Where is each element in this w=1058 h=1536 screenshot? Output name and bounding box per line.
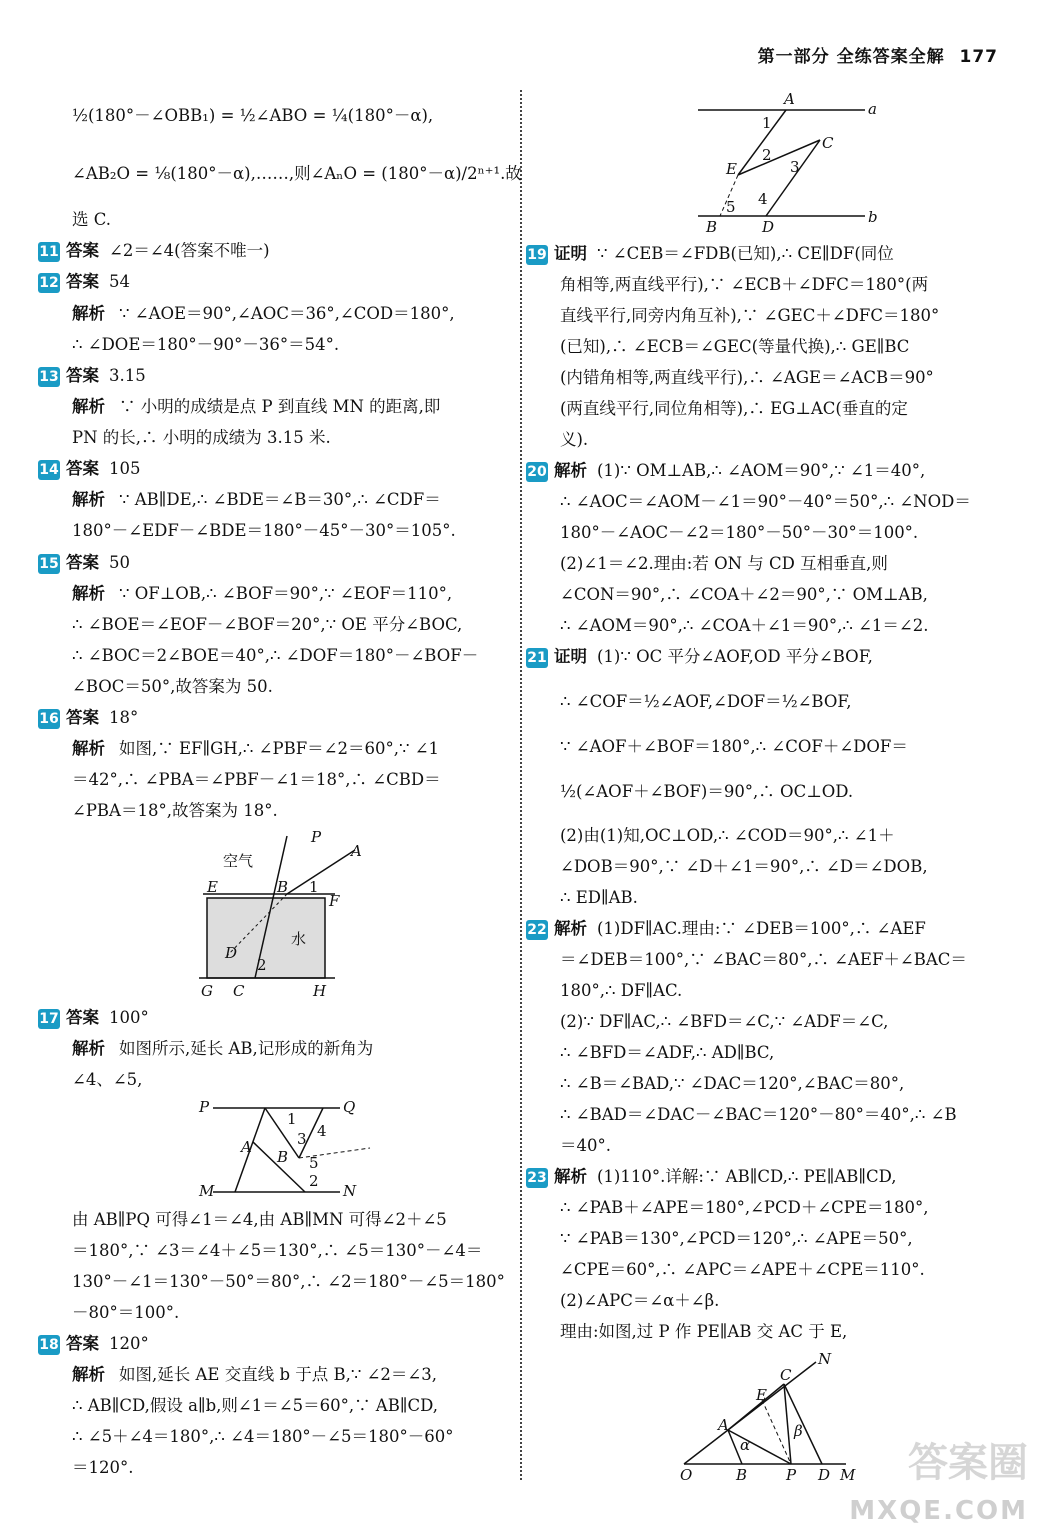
line-text: ∵ ∠AOF＋∠BOF＝180°,∴ ∠COF＋∠DOF＝ xyxy=(560,737,908,756)
watermark-text: MXQE.COM xyxy=(849,1496,1028,1526)
left-line xyxy=(72,304,502,324)
right-line xyxy=(560,981,1000,1001)
right-line xyxy=(527,461,1000,482)
answer-keyword: 答案 xyxy=(66,366,99,385)
left-line xyxy=(39,708,502,729)
left-line xyxy=(72,1427,502,1447)
right-line xyxy=(560,306,1000,326)
line-text: (两直线平行,同位角相等),∴ EG⊥AC(垂直的定 xyxy=(560,399,908,418)
left-line xyxy=(72,1303,502,1323)
left-line xyxy=(39,459,502,480)
svg-text:F: F xyxy=(329,892,340,910)
line-text: ∴ ∠AOC＝∠AOM－∠1＝90°－40°＝50°,∴ ∠NOD＝ xyxy=(560,492,971,511)
left-line xyxy=(72,1272,505,1292)
svg-text:N: N xyxy=(818,1350,832,1368)
line-text: (2)∠APC＝∠α＋∠β. xyxy=(560,1291,720,1310)
left-line xyxy=(72,1241,502,1261)
right-line xyxy=(560,1074,1000,1094)
line-text: ＝42°,∴ ∠PBA＝∠PBF－∠1＝18°,∴ ∠CBD＝ xyxy=(72,770,441,789)
left-line xyxy=(72,210,502,230)
left-line xyxy=(72,801,502,821)
svg-text:P: P xyxy=(311,828,322,846)
answer-keyword: 答案 xyxy=(66,1008,99,1027)
line-text: (1)DF∥AC.理由:∵ ∠DEB＝100°,∴ ∠AEF xyxy=(597,919,926,938)
line-text: (2)∵ DF∥AC,∴ ∠BFD＝∠C,∵ ∠ADF＝∠C, xyxy=(560,1012,889,1031)
right-line xyxy=(560,737,1000,757)
right-line xyxy=(527,244,1000,265)
question-number-badge: 19 xyxy=(527,247,547,263)
line-text: ∵ ∠PAB＝130°,∠PCD＝120°,∴ ∠APE＝50°, xyxy=(560,1229,913,1248)
line-text: 选 C. xyxy=(72,210,112,229)
svg-text:B: B xyxy=(706,218,718,235)
line-text: ∠DOB＝90°,∵ ∠D＋∠1＝90°,∴ ∠D＝∠DOB, xyxy=(560,857,928,876)
svg-text:2: 2 xyxy=(309,1172,319,1190)
line-text: 如图所示,延长 AB,记形成的新角为 xyxy=(119,1039,374,1058)
left-line xyxy=(72,615,502,635)
analysis-label: 解析 xyxy=(72,304,105,323)
svg-text:P: P xyxy=(199,1098,210,1116)
svg-text:D: D xyxy=(762,218,775,235)
left-line xyxy=(72,677,502,697)
line-text: (内错角相等,两直线平行),∴ ∠AGE＝∠ACB＝90° xyxy=(560,368,934,387)
right-line xyxy=(560,1012,1000,1032)
svg-text:A: A xyxy=(351,842,362,860)
header-part: 第一部分 xyxy=(757,47,830,67)
line-text: (1)110°.详解:∵ AB∥CD,∴ PE∥AB∥CD, xyxy=(597,1167,897,1186)
line-text: ∴ ∠COF＝½∠AOF,∠DOF＝½∠BOF, xyxy=(560,692,852,711)
line-text: 18° xyxy=(109,708,139,727)
figure-18-diagram xyxy=(690,90,890,235)
line-text: 直线平行,同旁内角互补),∵ ∠GEC＋∠DFC＝180° xyxy=(560,306,940,325)
svg-text:B: B xyxy=(277,878,289,896)
line-text: 3.15 xyxy=(109,366,146,385)
answer-keyword: 答案 xyxy=(66,708,99,727)
fig16-air-label: 空气 xyxy=(223,852,254,870)
page-header xyxy=(758,42,998,67)
figure-16-diagram xyxy=(195,828,375,1006)
svg-text:2: 2 xyxy=(257,956,267,974)
answer-keyword: 解析 xyxy=(554,1167,587,1186)
line-text: 角相等,两直线平行),∵ ∠ECB＋∠DFC＝180°(两 xyxy=(560,275,929,294)
svg-text:E: E xyxy=(207,878,218,896)
left-line xyxy=(39,1008,502,1029)
answer-keyword: 答案 xyxy=(66,459,99,478)
question-number-badge: 17 xyxy=(39,1011,59,1027)
analysis-label: 解析 xyxy=(72,397,105,416)
right-line xyxy=(560,368,1000,388)
svg-text:3: 3 xyxy=(297,1130,307,1148)
line-text: ∠BOC＝50°,故答案为 50. xyxy=(72,677,273,696)
left-line xyxy=(72,1365,502,1385)
svg-text:H: H xyxy=(313,982,327,1000)
left-line xyxy=(39,272,502,293)
svg-text:4: 4 xyxy=(317,1122,327,1140)
question-number-badge: 16 xyxy=(39,711,59,727)
right-line xyxy=(560,585,1000,605)
svg-text:5: 5 xyxy=(726,198,736,216)
question-number-badge: 12 xyxy=(39,275,59,291)
line-text: ∴ ∠DOE＝180°－90°－36°＝54°. xyxy=(72,335,340,354)
left-line xyxy=(72,1210,502,1230)
svg-text:3: 3 xyxy=(790,158,800,176)
right-line xyxy=(560,692,1000,712)
svg-text:E: E xyxy=(756,1386,767,1404)
right-line xyxy=(560,857,1000,877)
right-line xyxy=(560,1105,1000,1125)
svg-text:E: E xyxy=(726,160,737,178)
question-number-badge: 22 xyxy=(527,922,547,938)
svg-text:C: C xyxy=(822,134,834,152)
svg-text:P: P xyxy=(786,1466,797,1484)
line-text: ∠PBA＝18°,故答案为 18°. xyxy=(72,801,278,820)
right-line xyxy=(560,1136,1000,1156)
line-text: ∠CON＝90°,∴ ∠COA＋∠2＝90°,∵ OM⊥AB, xyxy=(560,585,928,604)
svg-text:M: M xyxy=(199,1182,215,1200)
line-text: 130°－∠1＝130°－50°＝80°,∴ ∠2＝180°－∠5＝180° xyxy=(72,1272,505,1291)
line-text: (1)∵ OC 平分∠AOF,OD 平分∠BOF, xyxy=(597,647,873,666)
question-number-badge: 20 xyxy=(527,464,547,480)
line-text: ∴ ∠BOC＝2∠BOE＝40°,∴ ∠DOF＝180°－∠BOF－ xyxy=(72,646,479,665)
left-line xyxy=(72,490,502,510)
left-line xyxy=(72,521,502,541)
svg-text:5: 5 xyxy=(309,1154,319,1172)
question-number-badge: 11 xyxy=(39,244,59,260)
line-text: ∴ ∠AOM＝90°,∴ ∠COA＋∠1＝90°,∴ ∠1＝∠2. xyxy=(560,616,929,635)
line-text: 105 xyxy=(109,459,141,478)
left-line xyxy=(39,366,502,387)
svg-text:1: 1 xyxy=(287,1110,297,1128)
svg-text:1: 1 xyxy=(762,114,772,132)
line-text: 180°－∠AOC－∠2＝180°－50°－30°＝100°. xyxy=(560,523,919,542)
right-line xyxy=(560,399,1000,419)
left-line xyxy=(72,335,502,355)
left-line xyxy=(39,553,502,574)
right-line xyxy=(560,1322,1000,1342)
line-text: ∴ AB∥CD,假设 a∥b,则∠1＝∠5＝60°,∵ AB∥CD, xyxy=(72,1396,438,1415)
svg-text:M: M xyxy=(840,1466,856,1484)
svg-text:1: 1 xyxy=(309,878,319,896)
line-text: 由 AB∥PQ 可得∠1＝∠4,由 AB∥MN 可得∠2＋∠5 xyxy=(72,1210,447,1229)
left-line xyxy=(72,1070,502,1090)
right-line xyxy=(527,919,1000,940)
answer-keyword: 答案 xyxy=(66,272,99,291)
line-text: (2)∠1＝∠2.理由:若 ON 与 CD 互相垂直,则 xyxy=(560,554,888,573)
line-text: ＝40°. xyxy=(560,1136,611,1155)
left-line xyxy=(72,646,502,666)
line-text: ∠CPE＝60°,∴ ∠APC＝∠APE＋∠CPE＝110°. xyxy=(560,1260,925,1279)
svg-text:a: a xyxy=(868,100,877,118)
header-title: 全练答案全解 xyxy=(836,47,945,67)
line-text: ∠AB₂O = ⅛(180°－α),……,则∠AₙO = (180°－α)/2ⁿ⁺¹.故 xyxy=(72,164,522,183)
analysis-label: 解析 xyxy=(72,1039,105,1058)
svg-text:D: D xyxy=(225,944,238,962)
answer-keyword: 答案 xyxy=(66,241,99,260)
answer-keyword: 答案 xyxy=(66,553,99,572)
svg-text:N: N xyxy=(343,1182,357,1200)
line-text: 理由:如图,过 P 作 PE∥AB 交 AC 于 E, xyxy=(560,1322,848,1341)
fig16-water-label: 水 xyxy=(291,930,307,948)
left-line xyxy=(72,106,502,126)
svg-text:A: A xyxy=(784,90,795,108)
line-text: ＝∠DEB＝100°,∵ ∠BAC＝80°,∴ ∠AEF＋∠BAC＝ xyxy=(560,950,967,969)
analysis-label: 解析 xyxy=(72,490,105,509)
answer-keyword: 解析 xyxy=(554,461,587,480)
right-line xyxy=(560,888,1000,908)
right-line xyxy=(560,616,1000,636)
right-line xyxy=(560,430,1000,450)
svg-text:β: β xyxy=(794,1422,803,1440)
right-line xyxy=(560,523,1000,543)
svg-text:A: A xyxy=(718,1416,729,1434)
svg-text:b: b xyxy=(868,208,878,226)
svg-text:α: α xyxy=(740,1436,751,1454)
line-text: －80°＝100°. xyxy=(72,1303,180,1322)
figure-23-diagram xyxy=(676,1346,886,1486)
line-text: ½(∠AOF＋∠BOF)＝90°,∴ OC⊥OD. xyxy=(560,782,854,801)
svg-text:Q: Q xyxy=(343,1098,356,1116)
line-text: 180°,∴ DF∥AC. xyxy=(560,981,683,1000)
column-divider xyxy=(520,90,522,1480)
line-text: ∵ AB∥DE,∴ ∠BDE＝∠B＝30°,∴ ∠CDF＝ xyxy=(119,490,441,509)
left-line xyxy=(72,1396,502,1416)
svg-text:D: D xyxy=(818,1466,831,1484)
line-text: 120° xyxy=(109,1334,149,1353)
svg-text:4: 4 xyxy=(758,190,768,208)
right-line xyxy=(560,1043,1000,1063)
line-text: ∴ ED∥AB. xyxy=(560,888,638,907)
right-line xyxy=(560,1229,1000,1249)
line-text: ∠2＝∠4(答案不唯一) xyxy=(109,241,270,260)
line-text: (已知),∴ ∠ECB＝∠GEC(等量代换),∴ GE∥BC xyxy=(560,337,910,356)
answer-keyword: 解析 xyxy=(554,919,587,938)
left-line xyxy=(72,428,502,448)
question-number-badge: 21 xyxy=(527,650,547,666)
answer-keyword: 答案 xyxy=(66,1334,99,1353)
right-line xyxy=(527,647,1000,668)
line-text: (2)由(1)知,OC⊥OD,∴ ∠COD＝90°,∴ ∠1＋ xyxy=(560,826,895,845)
left-line xyxy=(72,584,502,604)
question-number-badge: 23 xyxy=(527,1170,547,1186)
right-line xyxy=(560,1291,1000,1311)
line-text: ∴ ∠PAB＋∠APE＝180°,∠PCD＋∠CPE＝180°, xyxy=(560,1198,929,1217)
right-line xyxy=(560,492,1000,512)
analysis-label: 解析 xyxy=(72,739,105,758)
watermark-logo: 答案圈 xyxy=(908,1440,1028,1486)
line-text: ＝180°,∵ ∠3＝∠4＋∠5＝130°,∴ ∠5＝130°－∠4＝ xyxy=(72,1241,483,1260)
question-number-badge: 13 xyxy=(39,369,59,385)
line-text: ∴ ∠5＋∠4＝180°,∴ ∠4＝180°－∠5＝180°－60° xyxy=(72,1427,454,1446)
line-text: ∵ OF⊥OB,∴ ∠BOF＝90°,∵ ∠EOF＝110°, xyxy=(119,584,453,603)
line-text: 义). xyxy=(560,430,589,449)
line-text: 如图,延长 AE 交直线 b 于点 B,∵ ∠2＝∠3, xyxy=(119,1365,437,1384)
line-text: ＝120°. xyxy=(72,1458,134,1477)
line-text: 100° xyxy=(109,1008,149,1027)
line-text: ∵ ∠AOE＝90°,∠AOC＝36°,∠COD＝180°, xyxy=(119,304,455,323)
right-line xyxy=(560,275,1000,295)
left-line xyxy=(72,1458,502,1478)
right-line xyxy=(560,826,1000,846)
left-line xyxy=(72,397,502,417)
line-text: 180°－∠EDF－∠BDE＝180°－45°－30°＝105°. xyxy=(72,521,456,540)
svg-text:O: O xyxy=(680,1466,693,1484)
svg-text:2: 2 xyxy=(762,146,772,164)
right-line xyxy=(560,782,1000,802)
right-line xyxy=(560,1198,1000,1218)
line-text: ∴ ∠B＝∠BAD,∵ ∠DAC＝120°,∠BAC＝80°, xyxy=(560,1074,905,1093)
line-text: ½(180°－∠OBB₁) = ½∠ABO = ¼(180°－α), xyxy=(72,106,434,125)
line-text: (1)∵ OM⊥AB,∴ ∠AOM＝90°,∵ ∠1＝40°, xyxy=(597,461,926,480)
right-line xyxy=(560,1260,1000,1280)
svg-text:B: B xyxy=(736,1466,748,1484)
line-text: ∵ ∠CEB＝∠FDB(已知),∴ CE∥DF(同位 xyxy=(597,244,894,263)
left-line xyxy=(39,1334,502,1355)
svg-text:C: C xyxy=(780,1366,792,1384)
line-text: 如图,∵ EF∥GH,∴ ∠PBF＝∠2＝60°,∵ ∠1 xyxy=(119,739,440,758)
line-text: PN 的长,∴ 小明的成绩为 3.15 米. xyxy=(72,428,331,447)
line-text: 50 xyxy=(109,553,130,572)
right-line xyxy=(560,554,1000,574)
right-line xyxy=(560,337,1000,357)
answer-keyword: 证明 xyxy=(554,244,587,263)
figure-17-diagram xyxy=(195,1096,375,1206)
analysis-label: 解析 xyxy=(72,584,105,603)
question-number-badge: 15 xyxy=(39,556,59,572)
line-text: ∴ ∠BAD＝∠DAC－∠BAC＝120°－80°＝40°,∴ ∠B xyxy=(560,1105,957,1124)
answer-keyword: 证明 xyxy=(554,647,587,666)
line-text: ∠4、∠5, xyxy=(72,1070,143,1089)
page-number: 177 xyxy=(959,47,998,67)
left-line xyxy=(72,770,502,790)
svg-text:A: A xyxy=(241,1138,252,1156)
left-line xyxy=(72,1039,502,1059)
line-text: 54 xyxy=(109,272,130,291)
line-text: ∴ ∠BOE＝∠EOF－∠BOF＝20°,∵ OE 平分∠BOC, xyxy=(72,615,463,634)
left-line xyxy=(72,164,522,184)
question-number-badge: 18 xyxy=(39,1337,59,1353)
right-line xyxy=(527,1167,1000,1188)
svg-text:B: B xyxy=(277,1148,289,1166)
svg-text:C: C xyxy=(233,982,245,1000)
left-line xyxy=(39,241,502,262)
right-line xyxy=(560,950,1000,970)
left-line xyxy=(72,739,502,759)
analysis-label: 解析 xyxy=(72,1365,105,1384)
svg-text:G: G xyxy=(201,982,213,1000)
line-text: ∴ ∠BFD＝∠ADF,∴ AD∥BC, xyxy=(560,1043,775,1062)
question-number-badge: 14 xyxy=(39,462,59,478)
line-text: ∵ 小明的成绩是点 P 到直线 MN 的距离,即 xyxy=(119,397,441,416)
